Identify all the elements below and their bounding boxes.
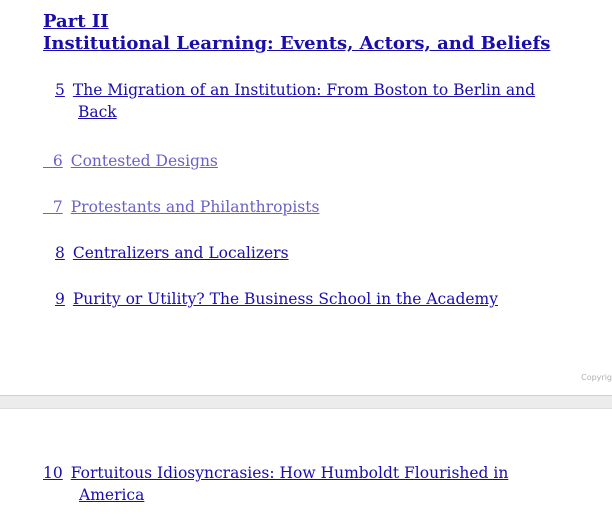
page-divider: [0, 395, 612, 409]
chapter-title: Purity or Utility? The Business School in the Academy: [72, 290, 498, 308]
chapter-title-line2: Back: [78, 103, 117, 121]
part-title[interactable]: Institutional Learning: Events, Actors, and Beliefs: [43, 33, 551, 54]
chapter-title: Centralizers and Localizers: [72, 244, 289, 262]
toc-link-chapter-10[interactable]: [43, 462, 583, 506]
part-label[interactable]: Part II: [43, 11, 109, 32]
chapter-title-line1: Fortuitous Idiosyncrasies: How Humboldt Flourished in: [70, 464, 509, 482]
chapter-title: Contested Designs: [70, 152, 218, 170]
chapter-number: 6: [52, 152, 63, 170]
chapter-number: 10: [43, 464, 63, 482]
part-heading[interactable]: [43, 11, 550, 55]
chapter-title-line2: America: [79, 486, 145, 504]
chapter-number: 9: [55, 290, 65, 308]
toc-link-chapter-9[interactable]: [55, 288, 498, 310]
copyright-text: Copyrig: [581, 373, 612, 382]
chapter-title-line1: The Migration of an Institution: From Boston to Berlin and: [72, 81, 536, 99]
toc-link-chapter-5[interactable]: [55, 79, 565, 123]
chapter-number: 7: [52, 198, 63, 216]
toc-link-chapter-6[interactable]: [43, 150, 218, 172]
chapter-title: Protestants and Philanthropists: [70, 198, 320, 216]
toc-link-chapter-7[interactable]: [43, 196, 319, 218]
toc-link-chapter-8[interactable]: [55, 242, 289, 264]
chapter-number: 8: [55, 244, 65, 262]
chapter-number: 5: [55, 81, 65, 99]
